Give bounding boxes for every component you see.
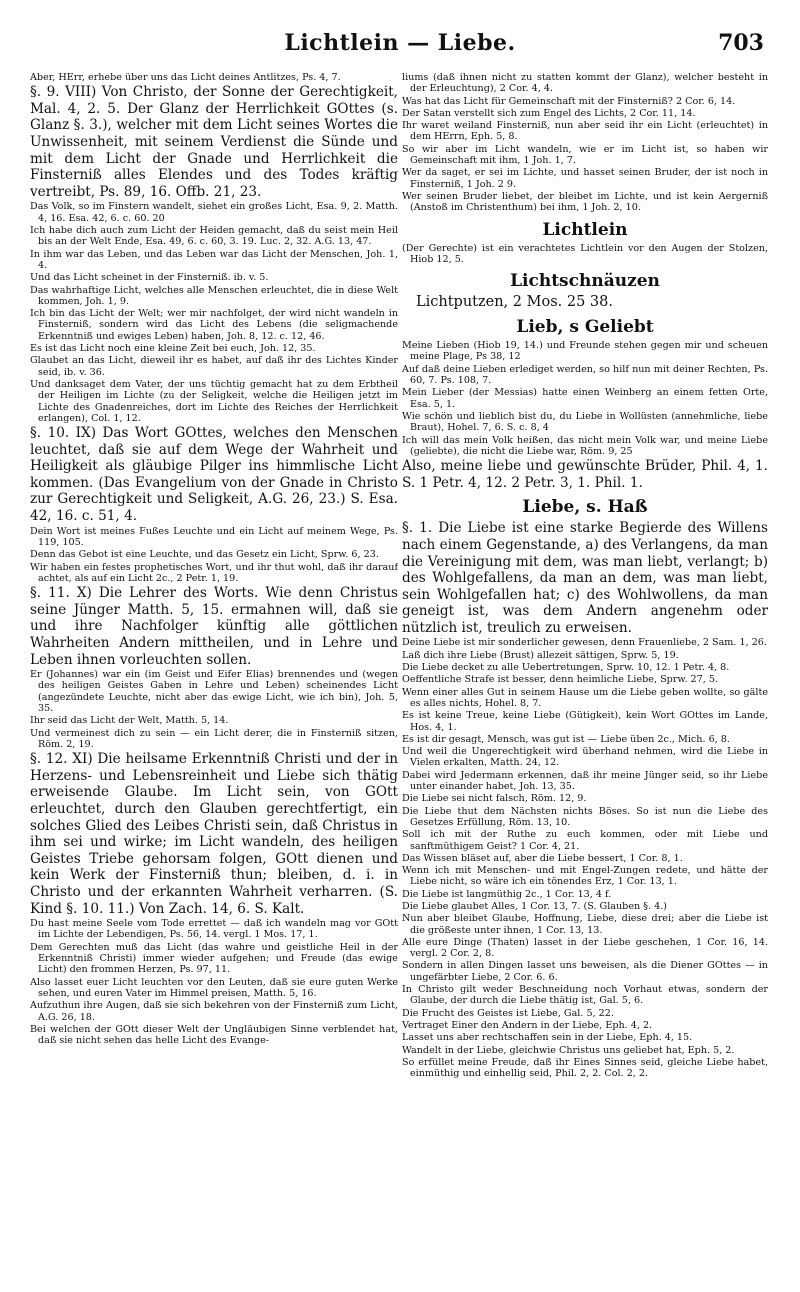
- scripture-quote: Wir haben ein festes prophetisches Wort, und ihr thut wohl, daß ihr darauf achtet, als auf ein Licht 2c., 2 Petr. 1, 19.: [30, 561, 398, 584]
- section-paragraph: §. 11. X) Die Lehrer des Worts. Wie denn Christus seine Jünger Matth. 5, 15. ermahnen will, daß sie und ihre Nachfolger künftig alle göttlichen Wahrheiten Andern mittheilen, und in Lehre und Leben ihnen vorleuchten sollen.: [30, 585, 398, 668]
- scripture-quote: liums (daß ihnen nicht zu statten kommt der Glanz), welcher besteht in der Erleuchtung), 2 Cor. 4, 4.: [402, 72, 768, 95]
- scripture-quote: Meine Lieben (Hiob 19, 14.) und Freunde stehen gegen mir und scheuen meine Plage, Ps 38, 12: [402, 340, 768, 363]
- scripture-quote: Die Liebe thut dem Nächsten nichts Böses. So ist nun die Liebe des Gesetzes Erfüllung, Röm. 13, 10.: [402, 805, 768, 828]
- scripture-quote: Er (Johannes) war ein (im Geist und Eifer Elias) brennendes und (wegen des heiligen Geistes Gaben in Lehre und Leben) scheinendes Licht (angezündete Leuchte, nicht aber das ewige Licht, wie ich bin), Joh. 5, 35.: [30, 669, 398, 714]
- scripture-quote: Du hast meine Seele vom Tode errettet — daß ich wandeln mag vor GOtt im Lichte der Lebendigen, Ps. 56, 14. vergl. 1 Mos. 17, 1.: [30, 918, 398, 941]
- scripture-quote: Bei welchen der GOtt dieser Welt der Ungläubigen Sinne verblendet hat, daß sie nicht sehen das helle Licht des Evange-: [30, 1023, 398, 1047]
- scripture-quote: Wenn einer alles Gut in seinem Hause um die Liebe geben wollte, so gälte es alles nichts, Hohel. 8, 7.: [402, 686, 768, 709]
- scripture-quote: Denn das Gebot ist eine Leuchte, und das Gesetz ein Licht, Sprw. 6, 23.: [30, 549, 379, 561]
- scripture-quote: Nun aber bleibet Glaube, Hoffnung, Liebe, diese drei; aber die Liebe ist die größeste unter ihnen, 1 Cor. 13, 13.: [402, 913, 768, 936]
- scripture-quote: Deine Liebe ist mir sonderlicher gewesen, denn Frauenliebe, 2 Sam. 1, 26.: [402, 637, 767, 649]
- section-paragraph: §. 9. VIII) Von Christo, der Sonne der Gerechtigkeit, Mal. 4, 2. 5. Der Glanz der Herrlichkeit GOttes (s. Glanz §. 3.), welcher mit dem Licht seines Wortes die Unwissenheit, mit seinem Verdienst die Sünde und mit dem Licht der Gnade und Herrlichkeit die Finsterniß alles Elendes und des Todes kräftig vertreibt, Ps. 89, 16. Offb. 21, 23.: [30, 84, 398, 200]
- scripture-quote: Also lasset euer Licht leuchten vor den Leuten, daß sie eure guten Werke sehen, und euren Vater im Himmel preisen, Matth. 5, 16.: [30, 976, 398, 999]
- scripture-quote: Es ist das Licht noch eine kleine Zeit bei euch, Joh. 12, 35.: [30, 343, 316, 355]
- scripture-quote: Wer da saget, er sei im Lichte, und hasset seinen Bruder, der ist noch in Finsterniß, 1 Joh. 2 9.: [402, 167, 768, 190]
- scripture-quote: Und das Licht scheinet in der Finsterniß. ib. v. 5.: [30, 272, 269, 284]
- scripture-quote: Alle eure Dinge (Thaten) lasset in der Liebe geschehen, 1 Cor. 16, 14. vergl. 2 Cor. 2, 8.: [402, 936, 768, 960]
- scripture-quote: Ihr waret weiland Finsterniß, nun aber seid ihr ein Licht (erleuchtet) in dem HErrn, Eph. 5, 8.: [402, 120, 768, 143]
- scripture-quote: Soll ich mit der Ruthe zu euch kommen, oder mit Liebe und sanftmüthigem Geist? 1 Cor. 4, 21.: [402, 829, 768, 852]
- scripture-quote: Ihr seid das Licht der Welt, Matth. 5, 14.: [30, 715, 229, 727]
- scripture-quote: Wie schön und lieblich bist du, du Liebe in Wollüsten (annehmliche, liebe Braut), Hohel. 7, 6. S. c. 8, 4: [402, 410, 768, 434]
- scripture-quote: Vertraget Einer den Andern in der Liebe, Eph. 4, 2.: [402, 1019, 653, 1031]
- scripture-quote: Der Satan verstellt sich zum Engel des Lichts, 2 Cor. 11, 14.: [402, 107, 696, 119]
- scripture-quote: So wir aber im Licht wandeln, wie er im Licht ist, so haben wir Gemeinschaft mit ihm, 1 Joh. 1, 7.: [402, 143, 768, 167]
- scripture-quote: Ich bin das Licht der Welt; wer mir nachfolget, der wird nicht wandeln in Finsterniß, sondern wird das Licht des Lebens (die seligmachende Erkenntniß und ewiges Leben) haben, Joh. 8, 12. c. 12, 46.: [30, 308, 398, 342]
- scripture-quote: Dein Wort ist meines Fußes Leuchte und ein Licht auf meinem Wege, Ps. 119, 105.: [30, 525, 398, 548]
- scripture-quote: Glaubet an das Licht, dieweil ihr es habet, auf daß ihr des Lichtes Kinder seid, ib. v. 36.: [30, 355, 398, 378]
- scripture-quote: Dabei wird Jedermann erkennen, daß ihr meine Jünger seid, so ihr Liebe unter einander habet, Joh. 13, 35.: [402, 769, 768, 793]
- scripture-quote: Und vermeinest dich zu sein — ein Licht derer, die in Finsterniß sitzen, Röm. 2, 19.: [30, 727, 398, 750]
- scripture-quote: Wenn ich mit Menschen- und mit Engel-Zungen redete, und hätte der Liebe nicht, so wäre ich ein tönendes Erz, 1 Cor. 13, 1.: [402, 865, 768, 888]
- entry-crossref: Lichtputzen, 2 Mos. 25 38.: [416, 294, 613, 311]
- scripture-quote: Es ist keine Treue, keine Liebe (Gütigkeit), kein Wort GOttes im Lande, Hos. 4, 1.: [402, 710, 768, 733]
- scripture-quote: So erfüllet meine Freude, daß ihr Eines Sinnes seid, gleiche Liebe habet, einmüthig und einhellig seid, Phil. 2, 2. Col. 2, 2.: [402, 1056, 768, 1080]
- scripture-quote: Die Liebe ist langmüthig 2c., 1 Cor. 13, 4 f.: [402, 888, 612, 900]
- scripture-quote: Die Liebe glaubet Alles, 1 Cor. 13, 7. (S. Glauben §. 4.): [402, 901, 668, 912]
- scripture-quote: Das Wissen bläset auf, aber die Liebe bessert, 1 Cor. 8, 1.: [402, 852, 683, 864]
- page-header: [0, 30, 800, 62]
- scripture-quote: Oeffentliche Strafe ist besser, denn heimliche Liebe, Sprw. 27, 5.: [402, 674, 718, 686]
- scripture-quote: Was hat das Licht für Gemeinschaft mit der Finsterniß? 2 Cor. 6, 14.: [402, 95, 736, 107]
- scripture-quote: Lasset uns aber rechtschaffen sein in der Liebe, Eph. 4, 15.: [402, 1032, 693, 1044]
- scripture-quote: Es ist dir gesagt, Mensch, was gut ist — Liebe üben 2c., Mich. 6, 8.: [402, 733, 730, 745]
- scripture-quote: Aber, HErr, erhebe über uns das Licht deines Antlitzes, Ps. 4, 7.: [30, 72, 341, 83]
- scripture-quote: Ich will das mein Volk heißen, das nicht mein Volk war, und meine Liebe (geliebte), die nicht die Liebe war, Röm. 9, 25: [402, 434, 768, 457]
- scripture-quote: Das Volk, so im Finstern wandelt, siehet ein großes Licht, Esa. 9, 2. Matth. 4, 16. Esa. 42, 6. c. 60. 20: [30, 201, 398, 224]
- scripture-quote: Mein Lieber (der Messias) hatte einen Weinberg an einem fetten Orte, Esa. 5, 1.: [402, 387, 768, 410]
- scripture-quote: Auf daß deine Lieben erlediget werden, so hilf nun mit deiner Rechten, Ps. 60, 7. Ps. 108, 7.: [402, 363, 768, 387]
- entry-heading: Liebe, s. Haß: [522, 497, 648, 518]
- section-paragraph: §. 12. XI) Die heilsame Erkenntniß Christi und der in Herzens- und Lebensreinheit und Liebe sich thätig erweisende Glaube. Im Licht sein, von GOtt erleuchtet, durch den Glauben gerechtfertigt, ein solches Glied des Leibes Christi sein, daß Christus in ihm sei und wirke; im Licht wandeln, des heiligen Geistes Triebe gehorsam folgen, GOtt dienen und kein Werk der Finsterniß thun; bleiben, d. i. in Christo und der erkannten Wahrheit verharren. (S. Kind §. 10. 11.) Von Zach. 14, 6. S. Kalt.: [30, 751, 398, 917]
- entry-heading: Lichtlein: [542, 219, 628, 240]
- right-column: [402, 72, 768, 1280]
- section-paragraph: §. 10. IX) Das Wort GOttes, welches den Menschen leuchtet, daß sie auf dem Wege der Wahrheit und Heiligkeit als gläubige Pilger ins himmlische Licht kommen. (Das Evangelium von der Gnade in Christo zur Gerechtigkeit und Seligkeit, A.G. 26, 23.) S. Esa. 42, 16. c. 51, 4.: [30, 425, 398, 525]
- scripture-quote: Die Liebe decket zu alle Uebertretungen, Sprw. 10, 12. 1 Petr. 4, 8.: [402, 662, 730, 674]
- scripture-quote: Wer seinen Bruder liebet, der bleibet im Lichte, und ist kein Aergerniß (Anstoß im Christenthum) bei ihm, 1 Joh. 2, 10.: [402, 190, 768, 214]
- scripture-quote: (Der Gerechte) ist ein verachtetes Lichtlein vor den Augen der Stolzen, Hiob 12, 5.: [402, 242, 768, 265]
- section-paragraph: §. 1. Die Liebe ist eine starke Begierde des Willens nach einem Gegenstande, a) des Verlangens, da man die Vereinigung mit dem, was man liebt, verlangt; b) des Wohlgefallens, da man an dem, was man liebt, sein Wohlgefallen hat; c) des Wohlwollens, da man geneigt ist, was dem Andern angenehm oder nützlich ist, treulich zu erweisen.: [402, 520, 768, 636]
- entry-heading: Lieb, s Geliebt: [516, 317, 654, 338]
- entry-heading: Lichtschnäuzen: [510, 271, 660, 292]
- scripture-quote: Und danksaget dem Vater, der uns tüchtig gemacht hat zu dem Erbtheil der Heiligen im Lichte (zu der Seligkeit, welche die Heiligen jetzt im Lichte des Gnadenreiches, dort im Lichte des Reiches der Herrlichkeit erlangen), Col. 1, 12.: [30, 378, 398, 424]
- page-number: 703: [718, 30, 764, 56]
- scripture-quote: Laß dich ihre Liebe (Brust) allezeit sättigen, Sprw. 5, 19.: [402, 649, 679, 661]
- scripture-quote: Wandelt in der Liebe, gleichwie Christus uns geliebet hat, Eph. 5, 2.: [402, 1044, 735, 1056]
- scripture-quote: Und weil die Ungerechtigkeit wird überhand nehmen, wird die Liebe in Vielen erkalten, Matth. 24, 12.: [402, 746, 768, 769]
- scripture-quote: Aufzuthun ihre Augen, daß sie sich bekehren von der Finsterniß zum Licht, A.G. 26, 18.: [30, 1000, 398, 1023]
- section-paragraph: Also, meine liebe und gewünschte Brüder, Phil. 4, 1. S. 1 Petr. 4, 12. 2 Petr. 3, 1. Phil. 1.: [402, 458, 768, 491]
- scripture-quote: Dem Gerechten muß das Licht (das wahre und geistliche Heil in der Erkenntniß Christi) immer wieder aufgehen; und Freude (das ewige Licht) den frommen Herzen, Ps. 97, 11.: [30, 941, 398, 976]
- scripture-quote: In Christo gilt weder Beschneidung noch Vorhaut etwas, sondern der Glaube, der durch die Liebe thätig ist, Gal. 5, 6.: [402, 984, 768, 1007]
- running-head: Lichtlein — Liebe.: [284, 30, 516, 56]
- scripture-quote: Die Frucht des Geistes ist Liebe, Gal. 5, 22.: [402, 1007, 614, 1019]
- scripture-quote: Sondern in allen Dingen lasset uns beweisen, als die Diener GOttes — in ungefärbter Liebe, 2 Cor. 6. 6.: [402, 960, 768, 983]
- scripture-quote: Die Liebe sei nicht falsch, Röm. 12, 9.: [402, 793, 587, 805]
- scripture-quote: Das wahrhaftige Licht, welches alle Menschen erleuchtet, die in diese Welt kommen, Joh. 1, 9.: [30, 284, 398, 307]
- scripture-quote: In ihm war das Leben, und das Leben war das Licht der Menschen, Joh. 1, 4.: [30, 248, 398, 271]
- scripture-quote: Ich habe dich auch zum Licht der Heiden gemacht, daß du seist mein Heil bis an der Welt Ende, Esa. 49, 6. c. 60, 3. 19. Luc. 2, 32. A.G. 13, 47.: [30, 225, 398, 248]
- left-column: [30, 72, 398, 1280]
